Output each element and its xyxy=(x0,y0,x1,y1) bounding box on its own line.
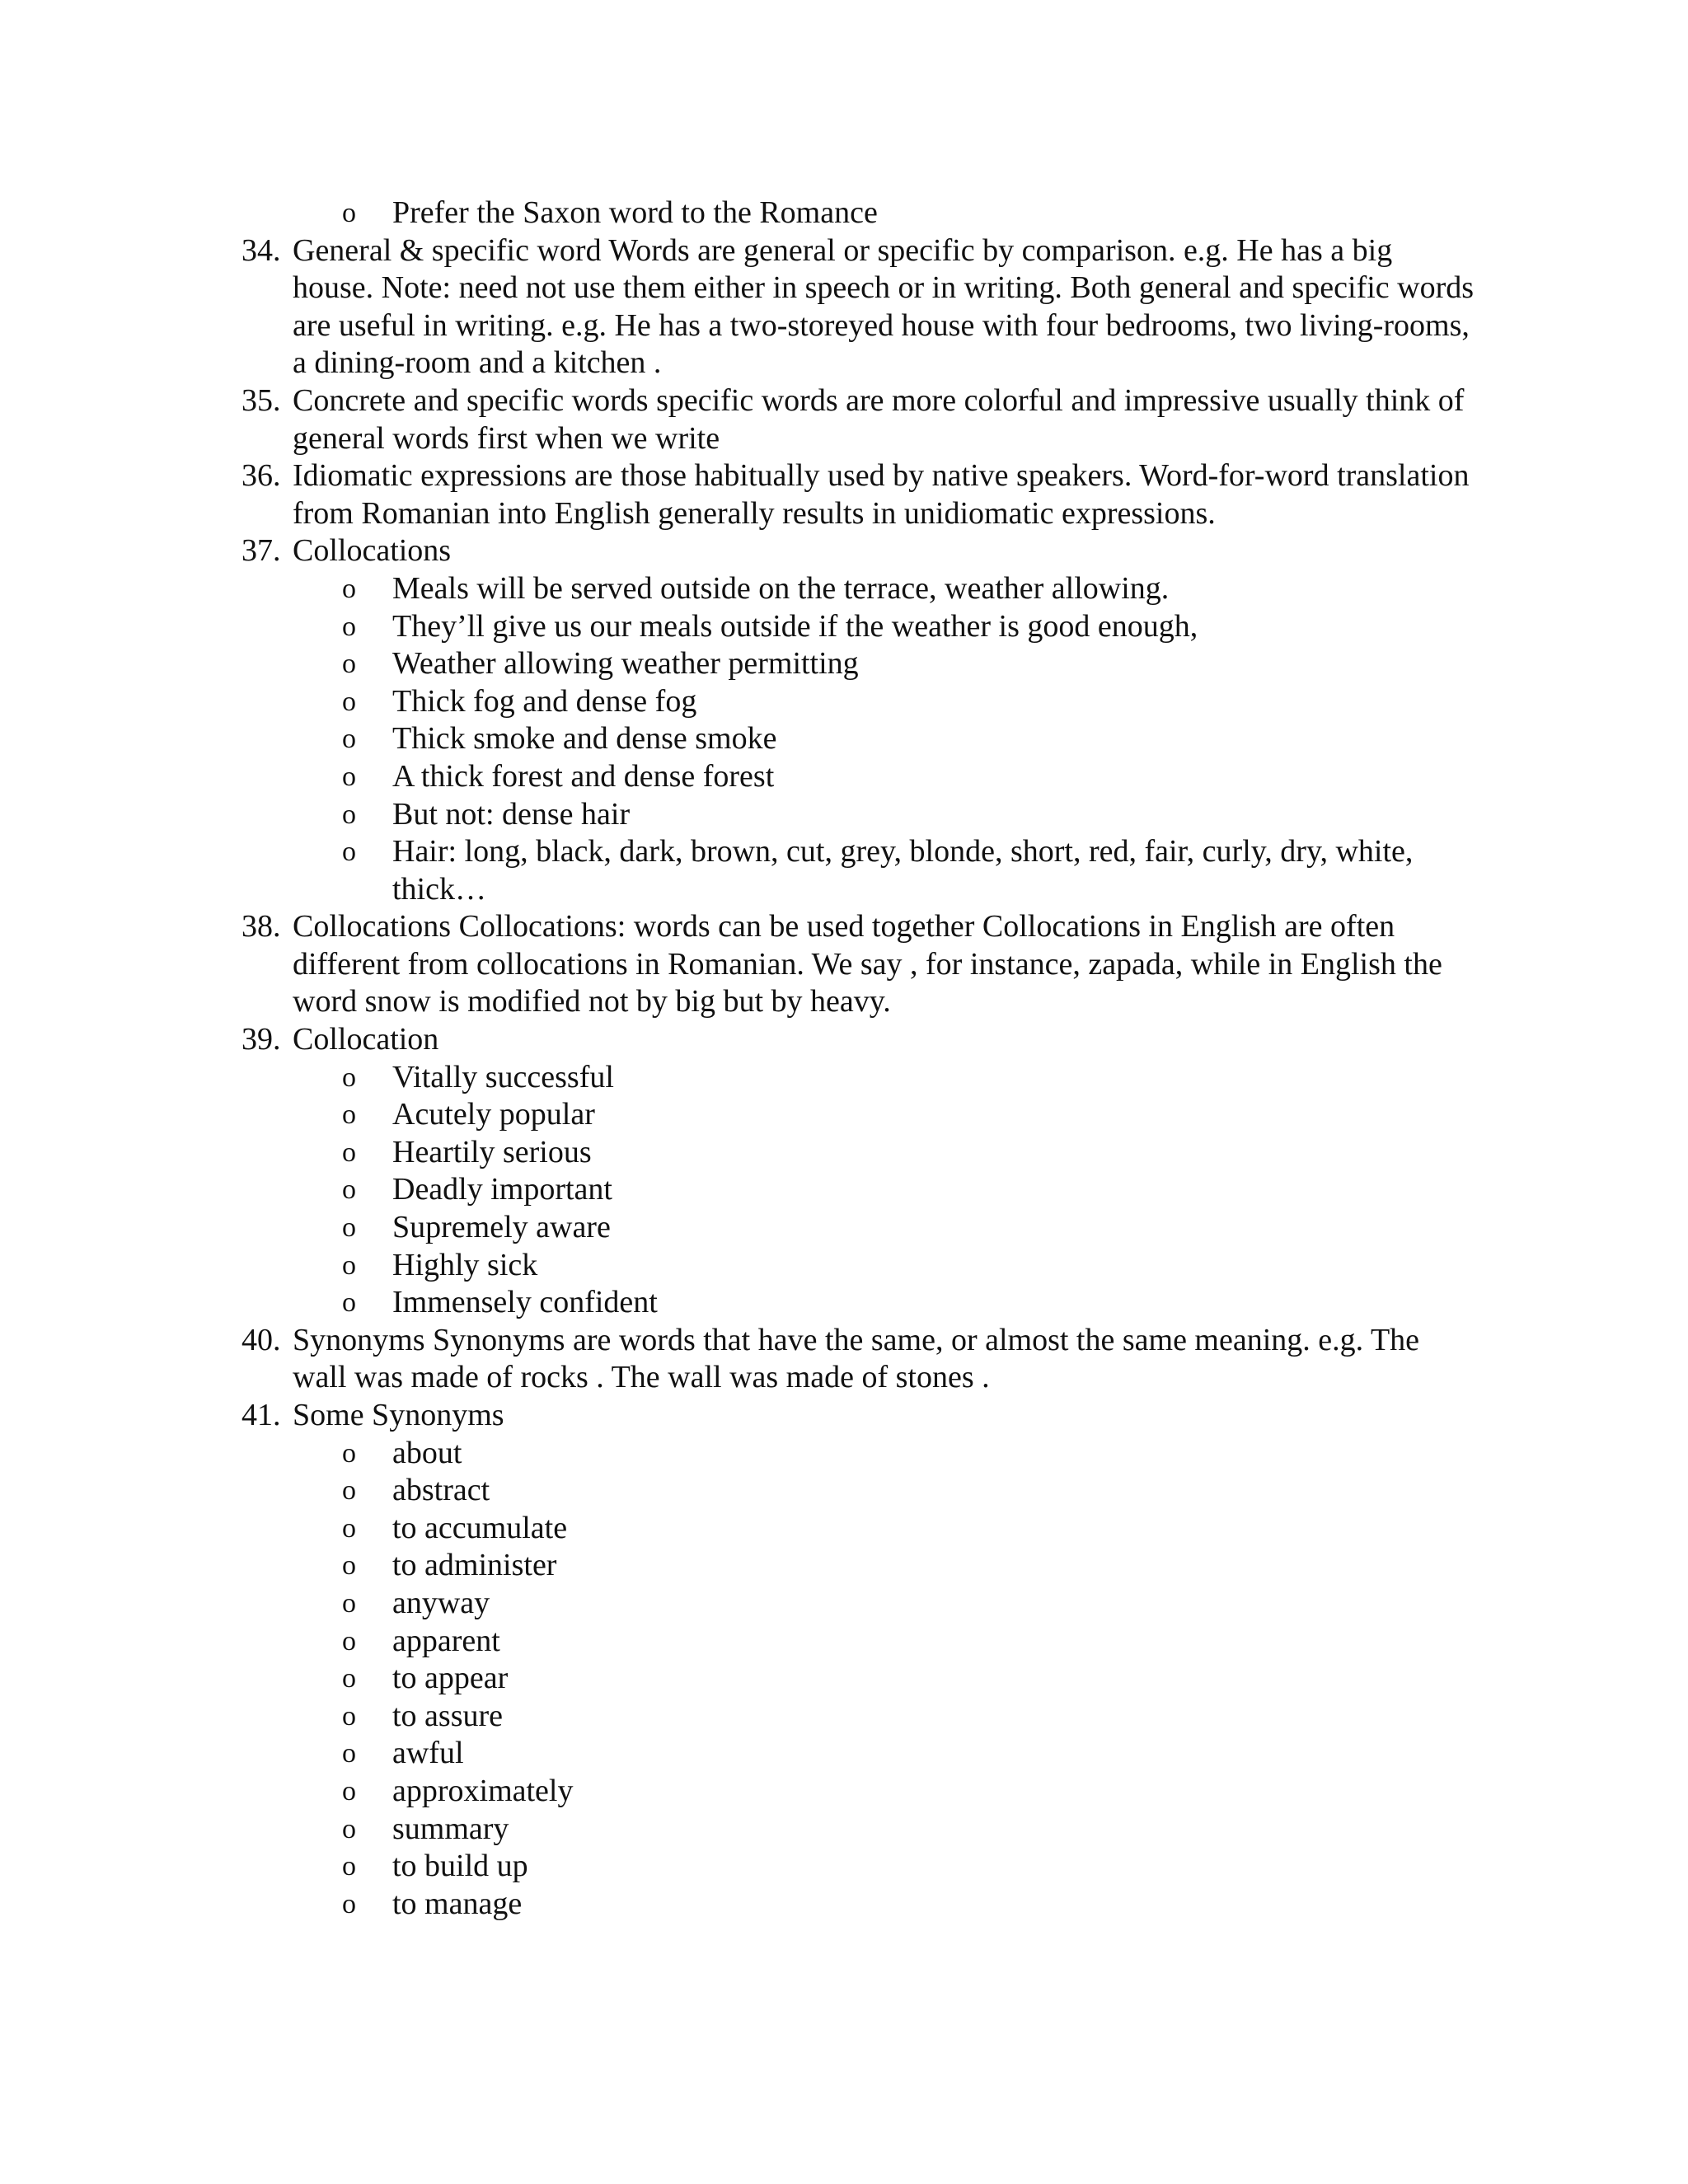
item-text: Concrete and specific words specific words are more colorful and impressive usually think of general words first when we write xyxy=(293,382,1465,456)
bullet: o xyxy=(342,611,356,642)
list-item xyxy=(241,1660,1478,1698)
bullet: o xyxy=(342,1775,356,1807)
list-item xyxy=(241,1284,1478,1322)
list-item-text: Thick fog and dense fog xyxy=(392,683,697,719)
bullet: o xyxy=(342,573,356,604)
list-item xyxy=(241,608,1478,646)
list-item xyxy=(241,1096,1478,1134)
list-item xyxy=(241,720,1478,758)
item-number: 37. xyxy=(241,533,281,569)
item-text: Collocations Collocations: words can be used together Collocations in English are often different from collocations in Romanian. We say , for instance, zapada, while in English the word snow is modified not by big but by heavy. xyxy=(293,909,1442,1019)
list-item-text: approximately xyxy=(392,1773,574,1808)
item-text: Some Synonyms xyxy=(293,1398,504,1432)
list-item-text: They’ll give us our meals outside if the weather is good enough, xyxy=(392,608,1198,644)
bullet: o xyxy=(342,1663,356,1694)
list-item xyxy=(241,1886,1478,1924)
list-item-text: summary xyxy=(392,1811,509,1846)
list-item-text: Highly sick xyxy=(392,1247,538,1282)
item-number: 40. xyxy=(241,1322,281,1357)
list-item-text: awful xyxy=(392,1736,464,1771)
numbered-item xyxy=(241,1322,1478,1397)
item-number: 41. xyxy=(241,1398,281,1432)
list-item-text: Meals will be served outside on the terrace, weather allowing. xyxy=(392,570,1170,606)
bullet: o xyxy=(342,799,356,830)
bullet: o xyxy=(342,1550,356,1582)
list-item-text: A thick forest and dense forest xyxy=(392,758,775,794)
list-item xyxy=(241,1623,1478,1661)
item-text: Collocation xyxy=(293,1022,439,1057)
item-text: Idiomatic expressions are those habitually used by native speakers. Word-for-word translation from Romanian into English generally results in unidiomatic expressions. xyxy=(293,458,1470,531)
item-number: 36. xyxy=(241,458,281,494)
list-item-text: But not: dense hair xyxy=(392,796,631,832)
list-item xyxy=(241,570,1478,608)
bullet: o xyxy=(342,1587,356,1619)
list-item xyxy=(241,1735,1478,1773)
bullet: o xyxy=(342,761,356,792)
bullet: o xyxy=(342,1625,356,1657)
bullet: o xyxy=(342,1174,356,1206)
list-item-text: Supremely aware xyxy=(392,1210,611,1245)
list-item-text: to assure xyxy=(392,1698,504,1733)
numbered-item xyxy=(241,382,1478,457)
list-item-text: Weather allowing weather permitting xyxy=(392,646,859,682)
list-item-text: about xyxy=(392,1435,462,1470)
list-item-text: to accumulate xyxy=(392,1510,568,1545)
item-number: 38. xyxy=(241,909,281,944)
bullet: o xyxy=(342,1099,356,1131)
numbered-item xyxy=(241,232,1478,382)
numbered-item xyxy=(241,457,1478,532)
bullet: o xyxy=(342,837,356,868)
list-item xyxy=(241,645,1478,683)
list-item-text: Hair: long, black, dark, brown, cut, grey, blonde, short, red, fair, curly, dry, white, thick… xyxy=(392,834,1414,907)
document-body xyxy=(241,194,1478,1923)
list-item xyxy=(241,1435,1478,1473)
item-number: 35. xyxy=(241,382,281,418)
bullet: o xyxy=(342,1062,356,1093)
list-item xyxy=(241,1059,1478,1097)
item-number: 39. xyxy=(241,1022,281,1057)
list-item-text: Vitally successful xyxy=(392,1059,614,1094)
list-item-text: abstract xyxy=(392,1473,490,1508)
list-item xyxy=(241,758,1478,796)
list-item xyxy=(241,1472,1478,1510)
bullet: o xyxy=(342,649,356,680)
bullet: o xyxy=(342,1512,356,1544)
bullet: o xyxy=(342,1813,356,1844)
item-number: 34. xyxy=(241,232,281,268)
bullet: o xyxy=(342,1851,356,1882)
list-item-text: to appear xyxy=(392,1661,509,1696)
list-item xyxy=(241,1698,1478,1736)
list-item-text: Deadly important xyxy=(392,1172,612,1207)
bullet: o xyxy=(342,1137,356,1168)
list-item xyxy=(241,1171,1478,1209)
numbered-item xyxy=(241,532,1478,570)
list-item xyxy=(241,1773,1478,1811)
item-text: Synonyms Synonyms are words that have the same, or almost the same meaning. e.g. The wall was made of rocks . The wall was made of stones . xyxy=(293,1322,1420,1395)
list-item-text: Heartily serious xyxy=(392,1134,592,1169)
list-item-text: Immensely confident xyxy=(392,1285,658,1320)
bullet: o xyxy=(342,1738,356,1769)
numbered-item xyxy=(241,908,1478,1021)
list-item-text: apparent xyxy=(392,1623,500,1658)
list-item-text: anyway xyxy=(392,1585,490,1620)
list-item xyxy=(241,1134,1478,1172)
bullet: o xyxy=(342,724,356,755)
list-item-text: Prefer the Saxon word to the Romance xyxy=(392,195,878,230)
numbered-item xyxy=(241,1021,1478,1059)
list-item-text: to administer xyxy=(392,1548,557,1583)
bullet: o xyxy=(342,1437,356,1469)
bullet: o xyxy=(342,1475,356,1507)
list-item xyxy=(241,1811,1478,1849)
list-item xyxy=(241,796,1478,834)
list-item-text: Thick smoke and dense smoke xyxy=(392,721,777,757)
bullet: o xyxy=(342,1888,356,1919)
numbered-item xyxy=(241,1397,1478,1435)
bullet: o xyxy=(342,1287,356,1319)
bullet: o xyxy=(342,1212,356,1244)
item-text: General & specific word Words are general or specific by comparison. e.g. He has a big house. Note: need not use them either in speech or in writing. Both general and specific words are useful in writing. e.g. He has a two-storeyed house with four bedrooms, two living-rooms, a dining-room and a kitchen . xyxy=(293,232,1475,381)
list-item xyxy=(241,194,1478,232)
list-item-text: to build up xyxy=(392,1849,528,1884)
list-item xyxy=(241,1247,1478,1285)
bullet: o xyxy=(342,198,356,228)
list-item xyxy=(241,833,1478,908)
list-item-text: to manage xyxy=(392,1886,523,1921)
bullet: o xyxy=(342,1700,356,1732)
bullet: o xyxy=(342,1249,356,1281)
list-item xyxy=(241,1585,1478,1623)
bullet: o xyxy=(342,686,356,717)
item-text: Collocations xyxy=(293,533,452,569)
list-item xyxy=(241,1848,1478,1886)
list-item xyxy=(241,1510,1478,1548)
list-item xyxy=(241,1547,1478,1585)
list-item-text: Acutely popular xyxy=(392,1097,595,1132)
list-item xyxy=(241,1209,1478,1247)
list-item xyxy=(241,683,1478,721)
